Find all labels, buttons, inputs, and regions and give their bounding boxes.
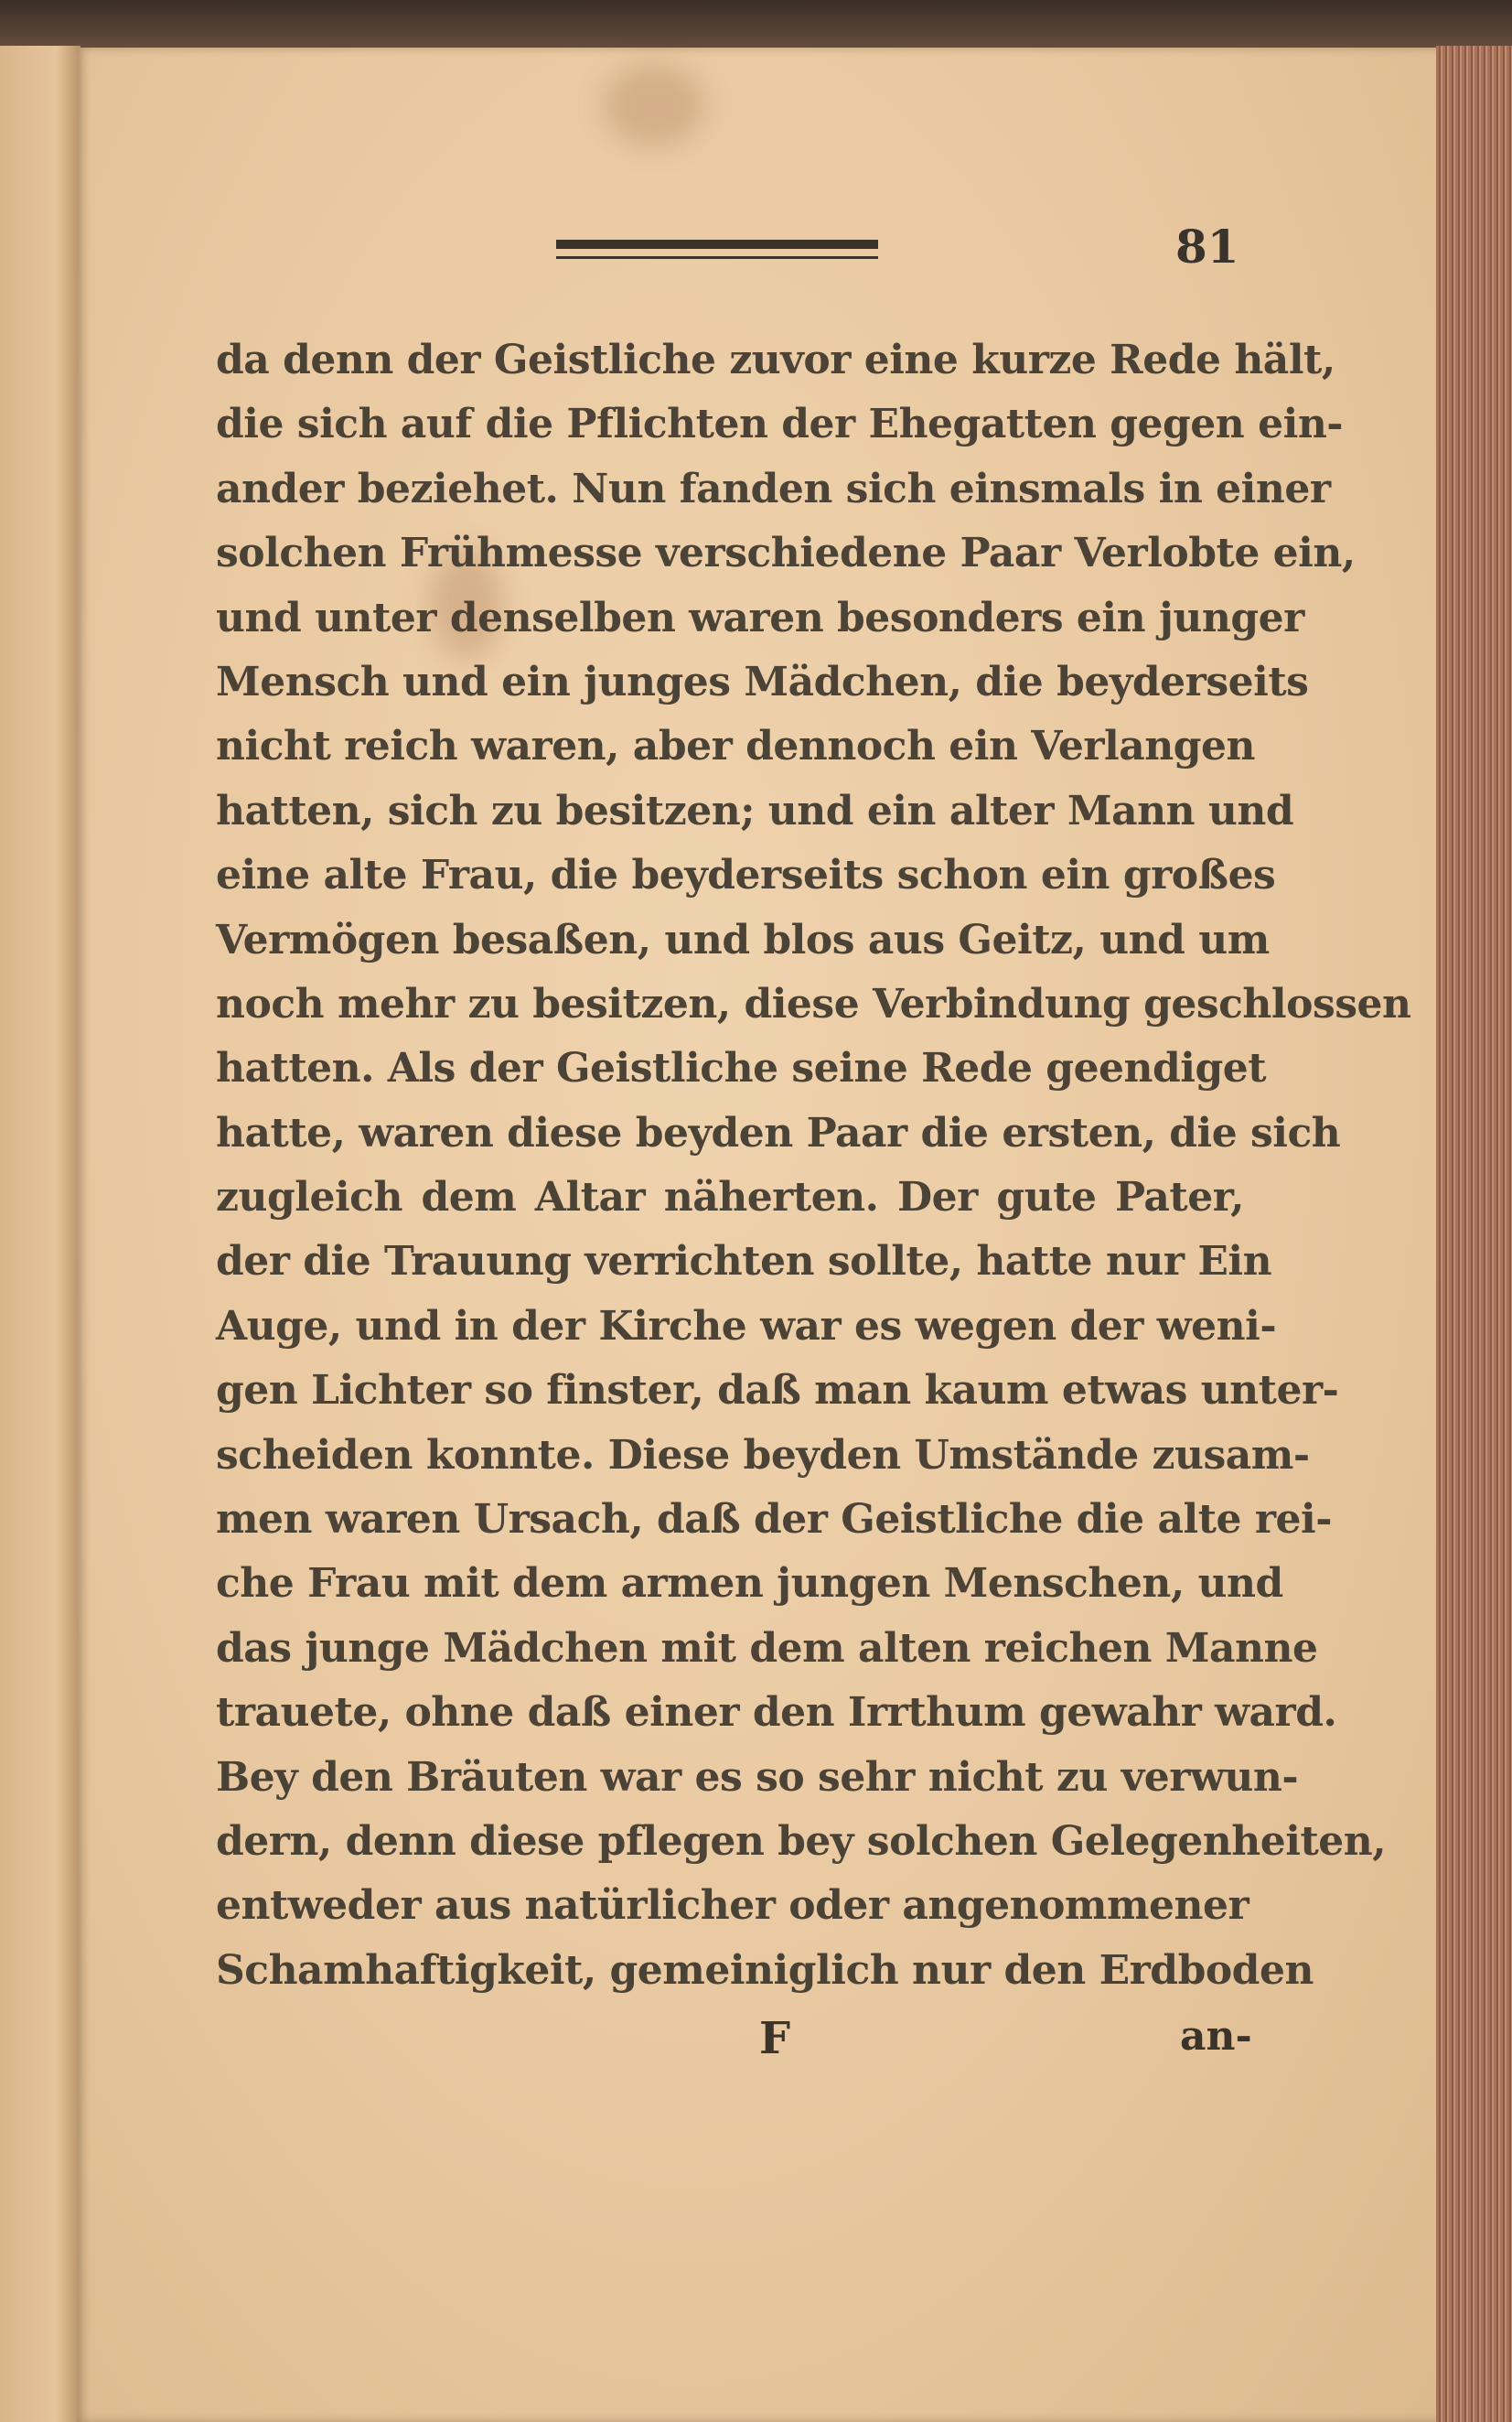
text-line: und unter denselben waren besonders ein junger (216, 594, 1304, 641)
body-text (216, 337, 1411, 2011)
text-line: che Frau mit dem armen jungen Menschen, und (216, 1560, 1283, 1608)
text-line: Vermögen besaßen, und blos aus Geitz, und um (216, 916, 1270, 963)
text-line: gen Lichter so finster, daß man kaum etwas unter- (216, 1367, 1339, 1415)
text-line: entweder aus natürlicher oder angenommener (216, 1882, 1249, 1930)
text-line: nicht reich waren, aber dennoch ein Verlangen (216, 723, 1256, 770)
text-line: hatte, waren diese beyden Paar die ersten, die sich (216, 1109, 1341, 1157)
text-line: scheiden konnte. Diese beyden Umstände zusam- (216, 1431, 1310, 1479)
header-rule-thick (556, 240, 878, 249)
text-line: der die Trauung verrichten sollte, hatte nur Ein (216, 1238, 1272, 1286)
facing-page-edge (0, 46, 80, 2422)
text-line: trauete, ohne daß einer den Irrthum gewahr ward. (216, 1689, 1337, 1737)
text-line: noch mehr zu besitzen, diese Verbindung geschlossen (216, 980, 1411, 1028)
text-line: da denn der Geistliche zuvor eine kurze Rede hält, (216, 337, 1335, 383)
text-line: zugleich dem Altar näherten. Der gute Pater, (216, 1174, 1244, 1222)
text-line: dern, denn diese pflegen bey solchen Gelegenheiten, (216, 1817, 1387, 1865)
catchword: an- (1180, 2013, 1252, 2060)
signature-mark: F (759, 2013, 791, 2064)
text-line: Schamhaftigkeit, gemeiniglich nur den Erdboden (216, 1946, 1314, 1994)
page-edges (1436, 46, 1512, 2422)
stain (604, 64, 704, 146)
text-line: Auge, und in der Kirche war es wegen der weni- (216, 1302, 1277, 1350)
text-line: ander beziehet. Nun fanden sich einsmals in einer (216, 465, 1331, 512)
text-line: hatten. Als der Geistliche seine Rede geendiget (216, 1045, 1267, 1093)
text-line: das junge Mädchen mit dem alten reichen Manne (216, 1624, 1318, 1672)
text-line: Bey den Bräuten war es so sehr nicht zu verwun- (216, 1753, 1299, 1801)
header-rule-thin (556, 256, 878, 259)
text-line: die sich auf die Pflichten der Ehegatten gegen ein- (216, 401, 1344, 448)
text-line: hatten, sich zu besitzen; und ein alter Mann und (216, 787, 1294, 834)
text-line: eine alte Frau, die beyderseits schon ein großes (216, 852, 1276, 899)
text-line: men waren Ursach, daß der Geistliche die alte rei- (216, 1496, 1332, 1544)
text-line: solchen Frühmesse verschiedene Paar Verlobte ein, (216, 530, 1356, 577)
page-number: 81 (1175, 220, 1239, 274)
text-line: Mensch und ein junges Mädchen, die beyderseits (216, 658, 1309, 705)
